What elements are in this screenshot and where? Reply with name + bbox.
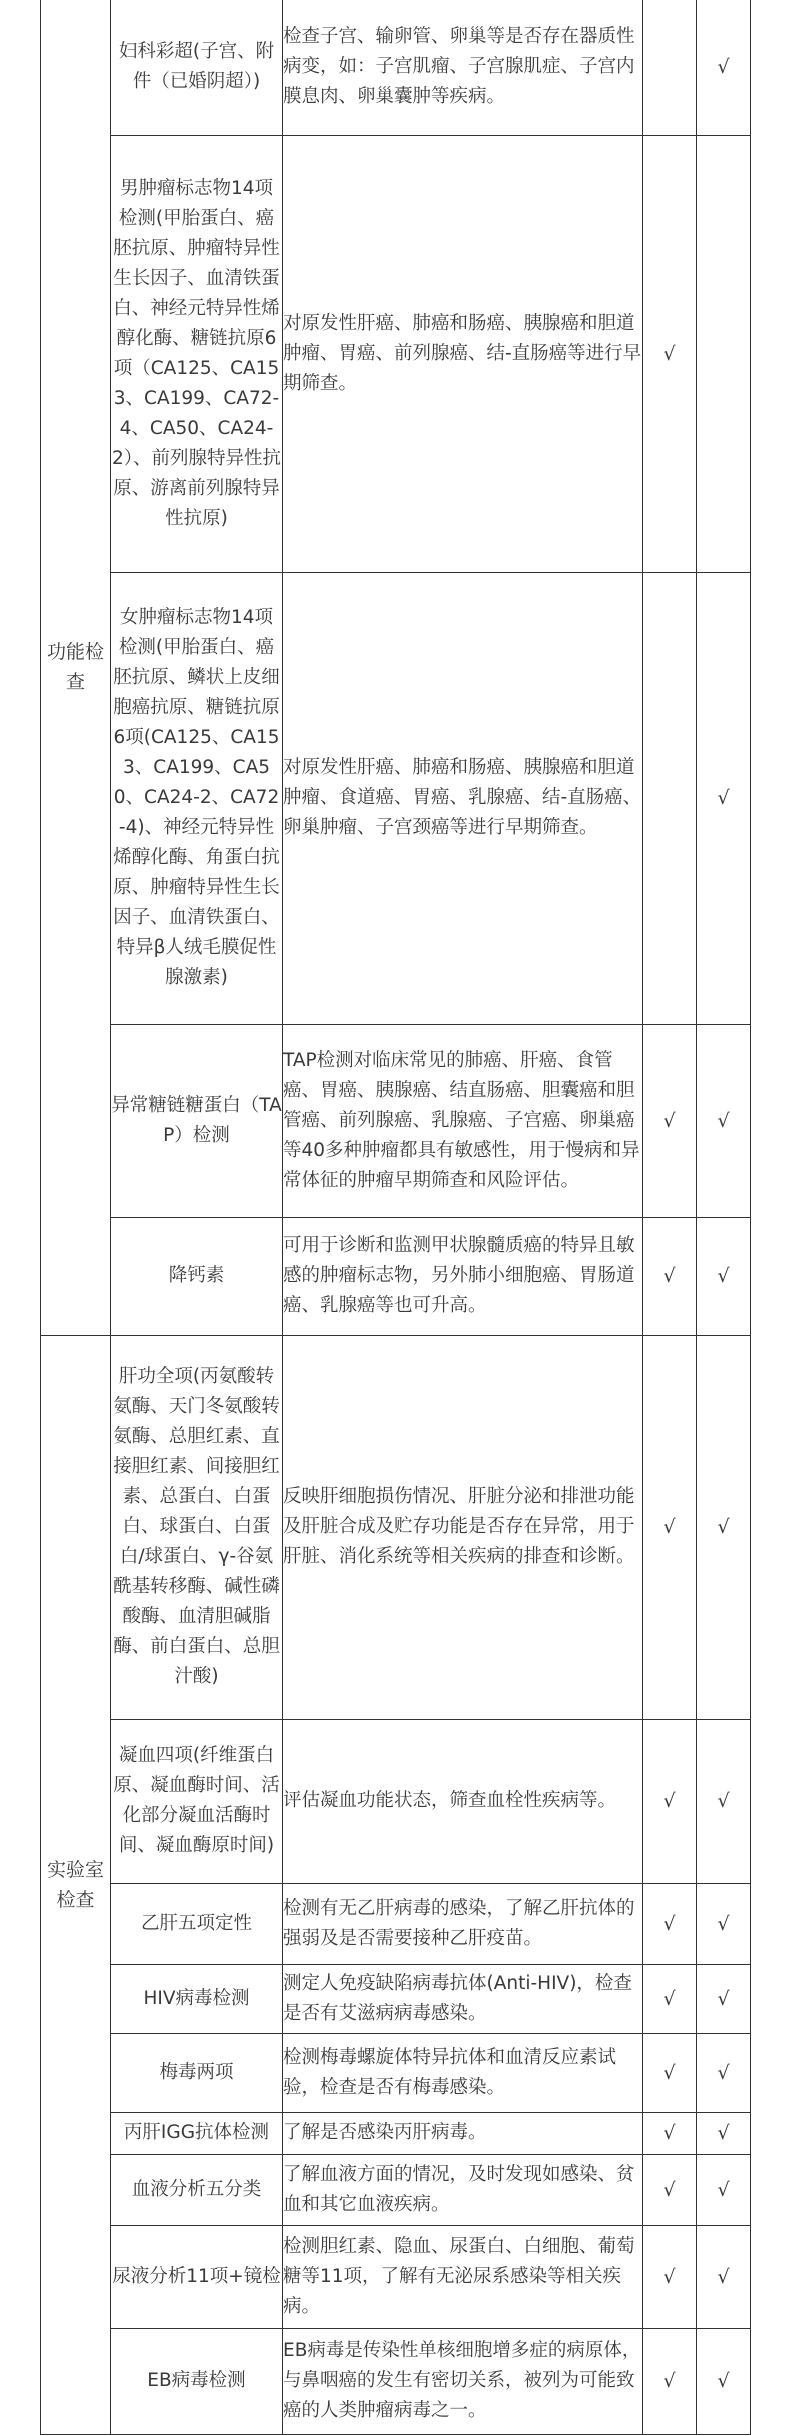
check-cell-b: √: [697, 2225, 751, 2328]
table-row: [41, 2225, 751, 2328]
item-name: 降钙素: [111, 1217, 283, 1335]
check-cell-a: √: [643, 1024, 697, 1217]
item-name: 梅毒两项: [111, 2033, 283, 2112]
item-name: 异常糖链糖蛋白（TAP）检测: [111, 1024, 283, 1217]
table-row: [41, 1335, 751, 1719]
check-cell-b: √: [697, 1719, 751, 1883]
check-cell-b: √: [697, 1964, 751, 2033]
category-cell-function: [41, 0, 111, 1335]
check-cell-b: √: [697, 1024, 751, 1217]
check-cell-b: √: [697, 2328, 751, 2434]
item-name: 丙肝IGG抗体检测: [111, 2112, 283, 2154]
item-description: 了解血液方面的情况，及时发现如感染、贫血和其它血液疾病。: [283, 2154, 643, 2225]
check-cell-a: [643, 572, 697, 1024]
check-cell-a: √: [643, 1883, 697, 1964]
check-cell-b: √: [697, 2112, 751, 2154]
check-cell-b: √: [697, 2033, 751, 2112]
item-description: 评估凝血功能状态，筛查血栓性疾病等。: [283, 1719, 643, 1883]
category-label: 功能检查: [46, 641, 104, 694]
item-description: 检测胆红素、隐血、尿蛋白、白细胞、葡萄糖等11项，了解有无泌尿系感染等相关疾病。: [283, 2225, 643, 2328]
check-cell-a: √: [643, 1335, 697, 1719]
check-cell-b: √: [697, 2154, 751, 2225]
item-name: 血液分析五分类: [111, 2154, 283, 2225]
item-description: 检测有无乙肝病毒的感染，了解乙肝抗体的强弱及是否需要接种乙肝疫苗。: [283, 1883, 643, 1964]
category-label: 实验室检查: [46, 1858, 104, 1911]
item-description: 检测梅毒螺旋体特异抗体和血清反应素试验，检查是否有梅毒感染。: [283, 2033, 643, 2112]
category-cell-lab: [41, 1335, 111, 2434]
check-cell-a: √: [643, 2154, 697, 2225]
check-cell-a: √: [643, 2328, 697, 2434]
check-cell-a: √: [643, 1964, 697, 2033]
item-name: 肝功全项(丙氨酸转氨酶、天门冬氨酸转氨酶、总胆红素、直接胆红素、间接胆红素、总蛋白、白蛋白、球蛋白、白蛋白/球蛋白、γ-谷氨酰基转移酶、碱性磷酸酶、血清胆碱脂酶、前白蛋白、总胆汁酸): [111, 1335, 283, 1719]
table-row: [41, 0, 751, 135]
table-row: [41, 572, 751, 1024]
item-description: 测定人免疫缺陷病毒抗体(Anti-HIV)，检查是否有艾滋病病毒感染。: [283, 1964, 643, 2033]
table-row: [41, 2112, 751, 2154]
table-row: [41, 135, 751, 572]
item-description: EB病毒是传染性单核细胞增多症的病原体，与鼻咽癌的发生有密切关系，被列为可能致癌的人类肿瘤病毒之一。: [283, 2328, 643, 2434]
check-cell-b: √: [697, 1335, 751, 1719]
item-description: 检查子宫、输卵管、卵巢等是否存在器质性病变，如：子宫肌瘤、子宫腺肌症、子宫内膜息肉、卵巢囊肿等疾病。: [283, 0, 643, 135]
check-cell-b: √: [697, 0, 751, 135]
item-name: 男肿瘤标志物14项检测(甲胎蛋白、癌胚抗原、肿瘤特异性生长因子、血清铁蛋白、神经元特异性烯醇化酶、糖链抗原6项（CA125、CA153、CA199、CA72-4、CA50、CA24-2）、前列腺特异性抗原、游离前列腺特异性抗原): [111, 135, 283, 572]
item-description: 反映肝细胞损伤情况、肝脏分泌和排泄功能及肝脏合成及贮存功能是否存在异常，用于肝脏、消化系统等相关疾病的排查和诊断。: [283, 1335, 643, 1719]
table-row: [41, 1964, 751, 2033]
check-cell-a: √: [643, 1719, 697, 1883]
table-row: [41, 2154, 751, 2225]
item-name: HIV病毒检测: [111, 1964, 283, 2033]
item-name: EB病毒检测: [111, 2328, 283, 2434]
item-name: 女肿瘤标志物14项检测(甲胎蛋白、癌胚抗原、鳞状上皮细胞癌抗原、糖链抗原6项(CA125、CA153、CA199、CA50、CA24-2、CA72-4)、神经元特异性烯醇化酶、角蛋白抗原、肿瘤特异性生长因子、血清铁蛋白、特异β人绒毛膜促性腺激素): [111, 572, 283, 1024]
check-cell-b: [697, 135, 751, 572]
table-row: [41, 1719, 751, 1883]
check-cell-a: [643, 0, 697, 135]
item-description: 对原发性肝癌、肺癌和肠癌、胰腺癌和胆道肿瘤、胃癌、前列腺癌、结-直肠癌等进行早期筛查。: [283, 135, 643, 572]
table-row: [41, 1024, 751, 1217]
table-row: [41, 2033, 751, 2112]
check-cell-a: √: [643, 2033, 697, 2112]
item-description: 了解是否感染丙肝病毒。: [283, 2112, 643, 2154]
item-name: 尿液分析11项+镜检: [111, 2225, 283, 2328]
item-description: 可用于诊断和监测甲状腺髓质癌的特异且敏感的肿瘤标志物，另外肺小细胞癌、胃肠道癌、乳腺癌等也可升高。: [283, 1217, 643, 1335]
check-cell-b: √: [697, 1883, 751, 1964]
check-cell-a: √: [643, 1217, 697, 1335]
table-row: [41, 1217, 751, 1335]
check-cell-b: √: [697, 1217, 751, 1335]
check-cell-a: √: [643, 2112, 697, 2154]
exam-items-table: [40, 0, 751, 2435]
item-name: 乙肝五项定性: [111, 1883, 283, 1964]
check-cell-b: √: [697, 572, 751, 1024]
item-description: 对原发性肝癌、肺癌和肠癌、胰腺癌和胆道肿瘤、食道癌、胃癌、乳腺癌、结-直肠癌、卵巢肿瘤、子宫颈癌等进行早期筛查。: [283, 572, 643, 1024]
item-name: 妇科彩超(子宫、附件（已婚阴超）): [111, 0, 283, 135]
table-row: [41, 1883, 751, 1964]
check-cell-a: √: [643, 2225, 697, 2328]
item-name: 凝血四项(纤维蛋白原、凝血酶时间、活化部分凝血活酶时间、凝血酶原时间): [111, 1719, 283, 1883]
check-cell-a: √: [643, 135, 697, 572]
item-description: TAP检测对临床常见的肺癌、肝癌、食管癌、胃癌、胰腺癌、结直肠癌、胆囊癌和胆管癌、前列腺癌、乳腺癌、子宫癌、卵巢癌等40多种肿瘤都具有敏感性，用于慢病和异常体征的肿瘤早期筛查和风险评估。: [283, 1024, 643, 1217]
table-row: [41, 2328, 751, 2434]
